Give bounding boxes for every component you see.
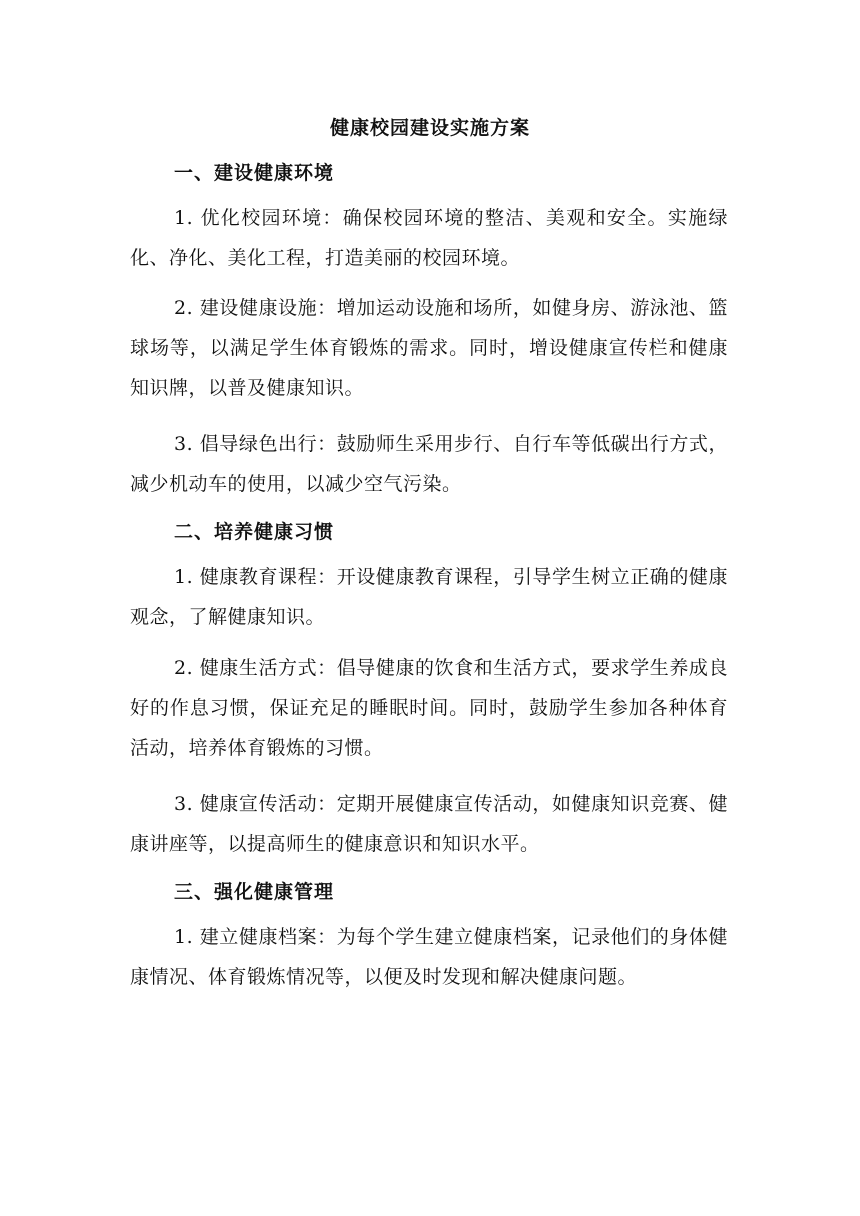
- paragraph-healthy-lifestyle: 2. 健康生活方式：倡导健康的饮食和生活方式，要求学生养成良好的作息习惯，保证充足的睡眠时间。同时，鼓励学生参加各种体育活动，培养体育锻炼的习惯。: [130, 657, 728, 759]
- paragraph-health-records: 1. 建立健康档案：为每个学生建立健康档案，记录他们的身体健康情况、体育锻炼情况等，以便及时发现和解决健康问题。: [130, 926, 728, 988]
- paragraph-optimize-campus: 1. 优化校园环境：确保校园环境的整洁、美观和安全。实施绿化、净化、美化工程，打造美丽的校园环境。: [130, 207, 728, 269]
- paragraph-green-travel: 3. 倡导绿色出行：鼓励师生采用步行、自行车等低碳出行方式，减少机动车的使用，以减少空气污染。: [130, 433, 728, 495]
- section-heading-environment: 一、建设健康环境: [174, 162, 335, 184]
- paragraph-health-course: 1. 健康教育课程：开设健康教育课程，引导学生树立正确的健康观念，了解健康知识。: [130, 566, 728, 628]
- section-heading-habits: 二、培养健康习惯: [174, 521, 335, 543]
- paragraph-health-campaign: 3. 健康宣传活动：定期开展健康宣传活动，如健康知识竞赛、健康讲座等，以提高师生的健康意识和知识水平。: [130, 793, 728, 855]
- paragraph-health-facilities: 2. 建设健康设施：增加运动设施和场所，如健身房、游泳池、篮球场等，以满足学生体育锻炼的需求。同时，增设健康宣传栏和健康知识牌，以普及健康知识。: [130, 297, 728, 399]
- document-title: 健康校园建设实施方案: [329, 117, 530, 139]
- section-heading-management: 三、强化健康管理: [174, 881, 335, 903]
